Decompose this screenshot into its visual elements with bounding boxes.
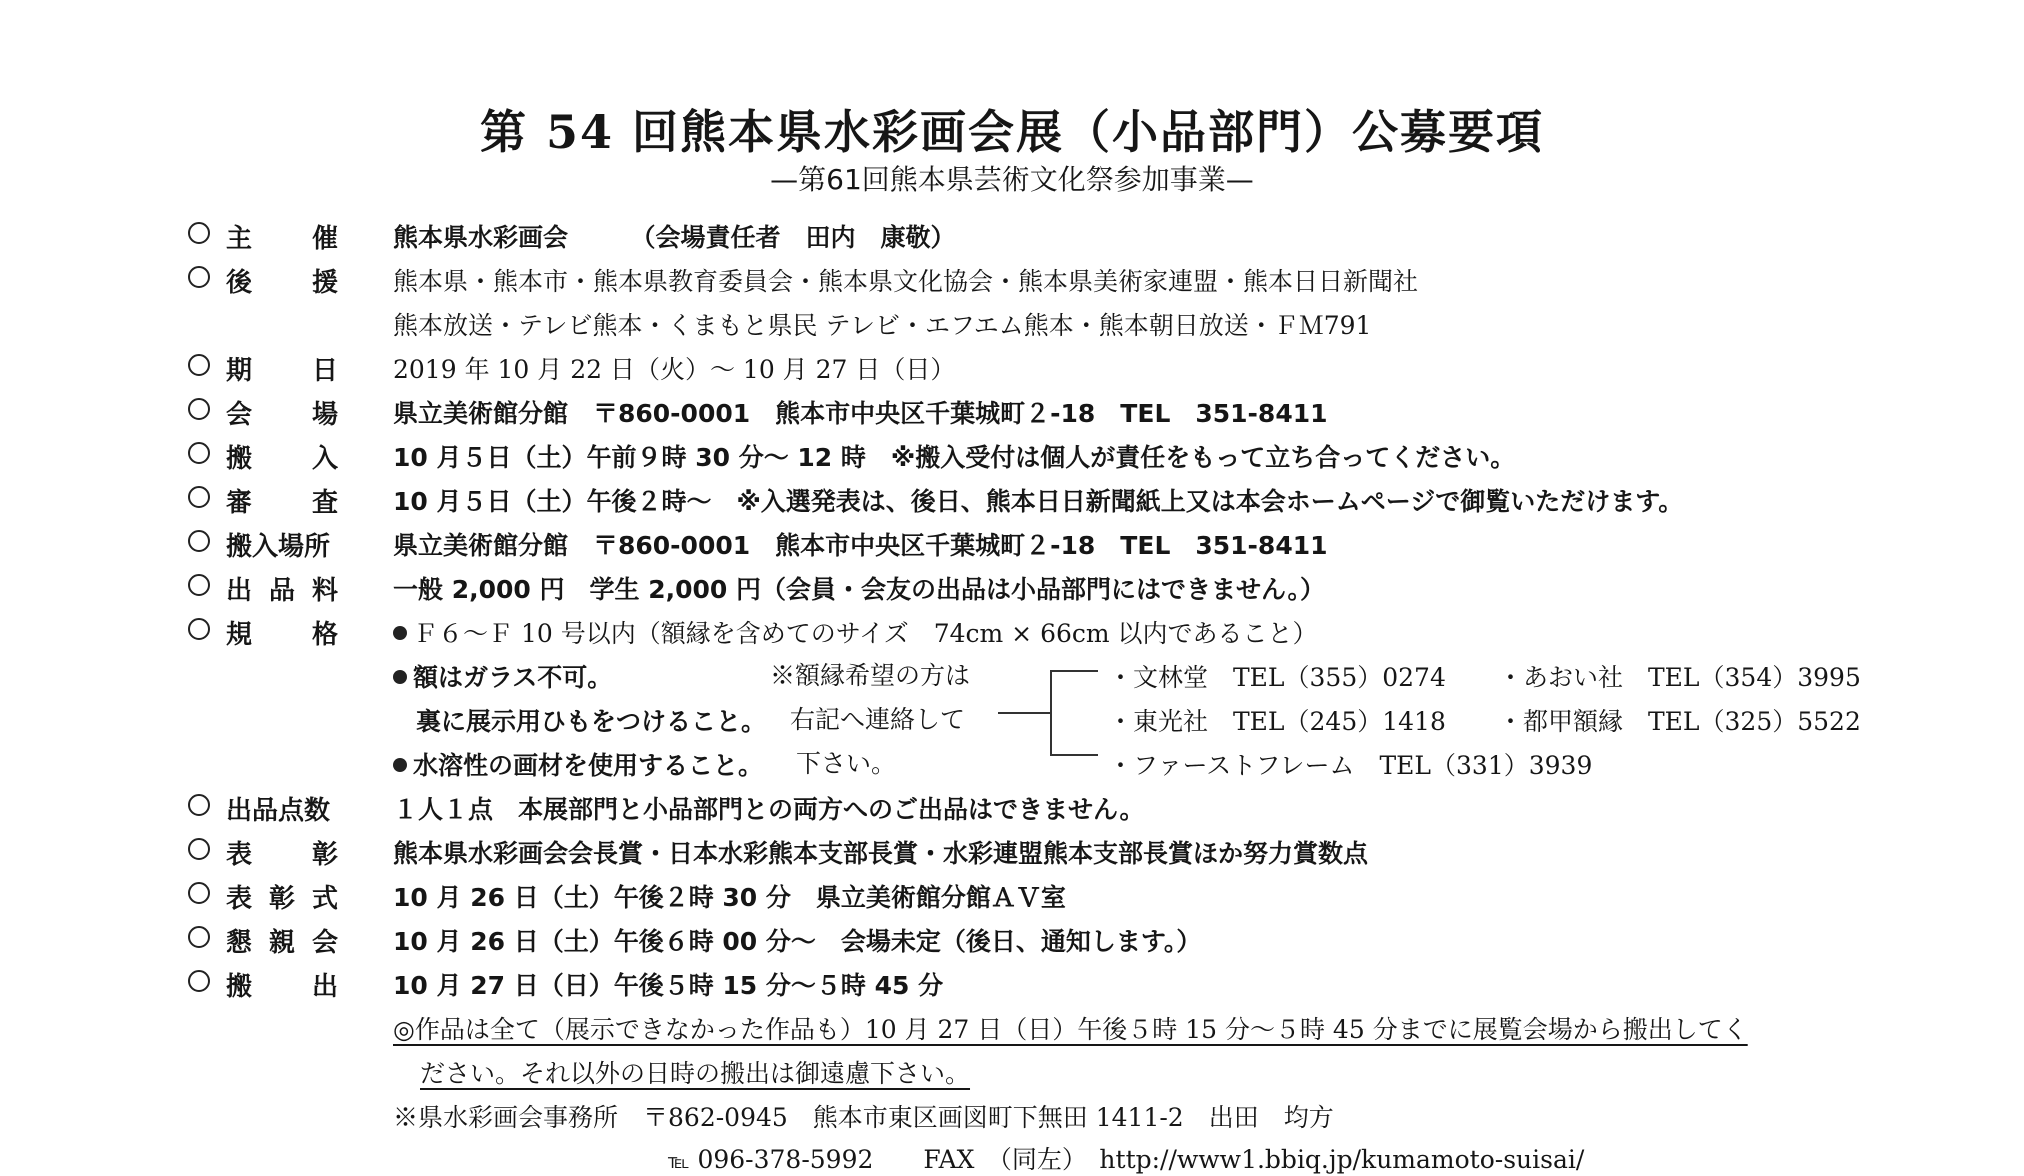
frame-shop-5: ・ファーストフレーム TEL（331）3939	[1108, 751, 1593, 780]
item-label: 規 格	[226, 620, 338, 650]
connector-line	[998, 712, 1050, 714]
removal-note-line-2: ださい。それ以外の日時の搬出は御遠慮下さい。	[420, 1059, 971, 1088]
item-label: 表 彰 式	[226, 884, 338, 914]
period-value: 2019 年 10 月 22 日（火）～ 10 月 27 日（日）	[393, 355, 956, 384]
page-title: 第 54 回熊本県水彩画会展（小品部門）公募要項	[479, 105, 1545, 159]
item-label: 審 査	[226, 488, 338, 518]
circle-bullet-icon	[188, 882, 210, 904]
support-line-2: 熊本放送・テレビ熊本・くまもと県民 テレビ・エフエム熊本・熊本朝日放送・ＦＭ791	[393, 311, 1372, 340]
circle-bullet-icon	[188, 354, 210, 376]
circle-bullet-icon	[188, 398, 210, 420]
frame-shop-3: ・東光社 TEL（245）1418	[1108, 707, 1446, 736]
circle-bullet-icon	[188, 222, 210, 244]
item-label: 出 品 料	[226, 576, 338, 606]
item-label: 搬入場所	[226, 532, 331, 562]
frame-shop-2: ・あおい社 TEL（354）3995	[1498, 663, 1861, 692]
circle-bullet-icon	[188, 530, 210, 552]
page-subtitle: —第61回熊本県芸術文化祭参加事業—	[770, 163, 1254, 196]
item-label: 搬 出	[226, 972, 338, 1002]
party-value: 10 月 26 日（土）午後６時 00 分～ 会場未定（後日、通知します。）	[393, 927, 1202, 956]
support-line-1: 熊本県・熊本市・熊本県教育委員会・熊本県文化協会・熊本県美術家連盟・熊本日日新聞社	[393, 267, 1419, 296]
frame-note-1: ※額縁希望の方は	[770, 661, 971, 690]
item-label: 懇 親 会	[226, 928, 338, 958]
item-label: 表 彰	[226, 840, 338, 870]
telephone-icon: ℡	[668, 1149, 690, 1173]
spec-glass: 額はガラス不可。	[393, 658, 612, 694]
circle-bullet-icon	[188, 486, 210, 508]
bracket-line	[1050, 670, 1068, 756]
judging-value: 10 月５日（土）午後２時～ ※入選発表は、後日、熊本日日新聞紙上又は本会ホームページで御覧いただけます。	[393, 487, 1684, 516]
spec-water: 水溶性の画材を使用すること。	[393, 746, 763, 782]
office-address: ※県水彩画会事務所 〒862-0945 熊本市東区画図町下無田 1411-2 出田 均方	[393, 1103, 1334, 1132]
frame-shop-1: ・文林堂 TEL（355）0274	[1108, 663, 1446, 692]
dot-bullet-icon	[393, 670, 407, 684]
count-value: １人１点 本展部門と小品部門との両方へのご出品はできません。	[393, 795, 1145, 824]
circle-bullet-icon	[188, 838, 210, 860]
office-contact	[668, 1140, 1584, 1176]
frame-note-2: 右記へ連絡して	[790, 705, 966, 734]
item-label: 後 援	[226, 268, 338, 298]
delivery-place-value: 県立美術館分館 〒860-0001 熊本市中央区千葉城町２-18 TEL 351-8411	[393, 531, 1328, 560]
circle-bullet-icon	[188, 442, 210, 464]
dot-bullet-icon	[393, 626, 407, 640]
venue-value: 県立美術館分館 〒860-0001 熊本市中央区千葉城町２-18 TEL 351-8411	[393, 399, 1328, 428]
awards-value: 熊本県水彩画会会長賞・日本水彩熊本支部長賞・水彩連盟熊本支部長賞ほか努力賞数点	[393, 839, 1369, 868]
removal-value: 10 月 27 日（日）午後５時 15 分～５時 45 分	[393, 971, 944, 1000]
fee-value: 一般 2,000 円 学生 2,000 円（会員・会友の出品は小品部門にはできません。）	[393, 575, 1325, 604]
circle-bullet-icon	[188, 618, 210, 640]
circle-bullet-icon	[188, 926, 210, 948]
organizer-value: 熊本県水彩画会 （会場責任者 田内 康敬）	[393, 223, 956, 252]
frame-note-3: 下さい。	[796, 749, 897, 778]
frame-shop-4: ・都甲額縁 TEL（325）5522	[1498, 707, 1861, 736]
circle-bullet-icon	[188, 266, 210, 288]
item-label: 搬 入	[226, 444, 338, 474]
spec-hanging: 裏に展示用ひもをつけること。	[416, 707, 767, 736]
spec-line-1: Ｆ６～Ｆ 10 号以内（額縁を含めてのサイズ 74cm × 66cm 以内であること）	[393, 614, 1318, 650]
dot-bullet-icon	[393, 758, 407, 772]
circle-bullet-icon	[188, 794, 210, 816]
item-label: 会 場	[226, 400, 338, 430]
item-label: 期 日	[226, 356, 338, 386]
circle-bullet-icon	[188, 574, 210, 596]
office-contact-text: 096-378-5992 FAX （同左） http://www1.bbiq.jp/kumamoto-suisai/	[697, 1145, 1585, 1174]
circle-bullet-icon	[188, 970, 210, 992]
item-label: 主 催	[226, 224, 338, 254]
delivery-value: 10 月５日（土）午前９時 30 分～ 12 時 ※搬入受付は個人が責任をもって立ち合ってください。	[393, 443, 1516, 472]
ceremony-value: 10 月 26 日（土）午後２時 30 分 県立美術館分館ＡＶ室	[393, 883, 1066, 912]
removal-note-line-1: ◎作品は全て（展示できなかった作品も）10 月 27 日（日）午後５時 15 分～５時 45 分までに展覧会場から搬出してく	[393, 1015, 1748, 1044]
item-label: 出品点数	[226, 796, 331, 826]
